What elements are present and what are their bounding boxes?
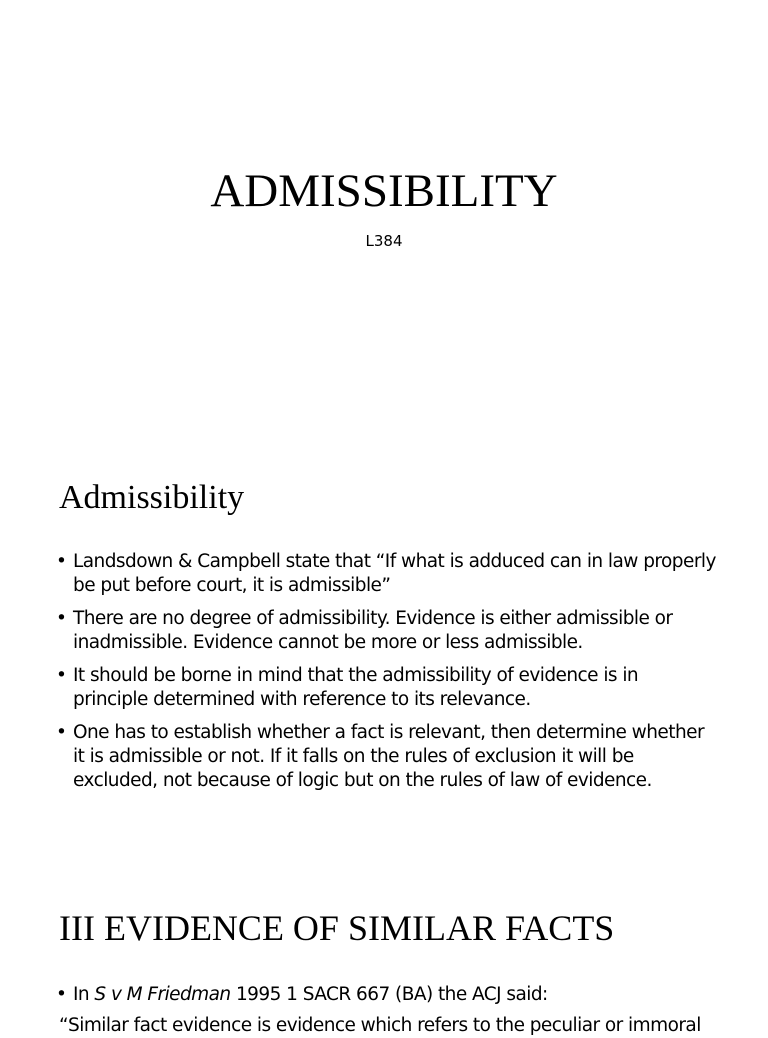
bullet-prefix: In — [73, 984, 95, 1005]
case-citation: 1995 1 SACR 667 (BA) the ACJ said: — [230, 984, 548, 1005]
bullet-text: It should be borne in mind that the admissibility of evidence is in principle determined with reference to its relevance. — [73, 665, 639, 710]
bullet-item — [56, 983, 718, 1007]
slide-subtitle: L384 — [365, 232, 403, 250]
bullet-item — [56, 550, 718, 598]
section-heading: Admissibility — [59, 479, 245, 516]
case-name: S v M Friedman — [94, 984, 231, 1005]
bullet-glyph: • — [56, 608, 67, 629]
bullet-glyph: • — [56, 665, 67, 686]
quote-text: “Similar fact evidence is evidence which refers to the peculiar or immoral — [59, 1015, 701, 1036]
similar-facts-slide — [0, 862, 768, 1036]
bullet-text: Landsdown & Campbell state that “If what is adduced can in law properly be put before court, it is admissible” — [73, 551, 716, 596]
bullet-glyph: • — [56, 551, 67, 572]
bullet-text: One has to establish whether a fact is relevant, then determine whether it is admissible or not. If it falls on the rules of exclusion it will be excluded, not because of logic but on the rules of law of evidence. — [73, 722, 705, 791]
bullet-item — [56, 721, 718, 793]
section-heading: III EVIDENCE OF SIMILAR FACTS — [59, 908, 615, 948]
slide-title: ADMISSIBILITY — [210, 165, 558, 217]
bullet-list — [56, 983, 718, 1016]
admissibility-slide — [0, 430, 768, 862]
bullet-text: There are no degree of admissibility. Evidence is either admissible or inadmissible. Evidence cannot be more or less admissible. — [73, 608, 673, 653]
bullet-glyph: • — [56, 984, 67, 1005]
bullet-glyph: • — [56, 722, 67, 743]
bullet-list — [56, 550, 718, 802]
title-slide — [0, 0, 768, 430]
bullet-item — [56, 607, 718, 655]
bullet-item — [56, 664, 718, 712]
